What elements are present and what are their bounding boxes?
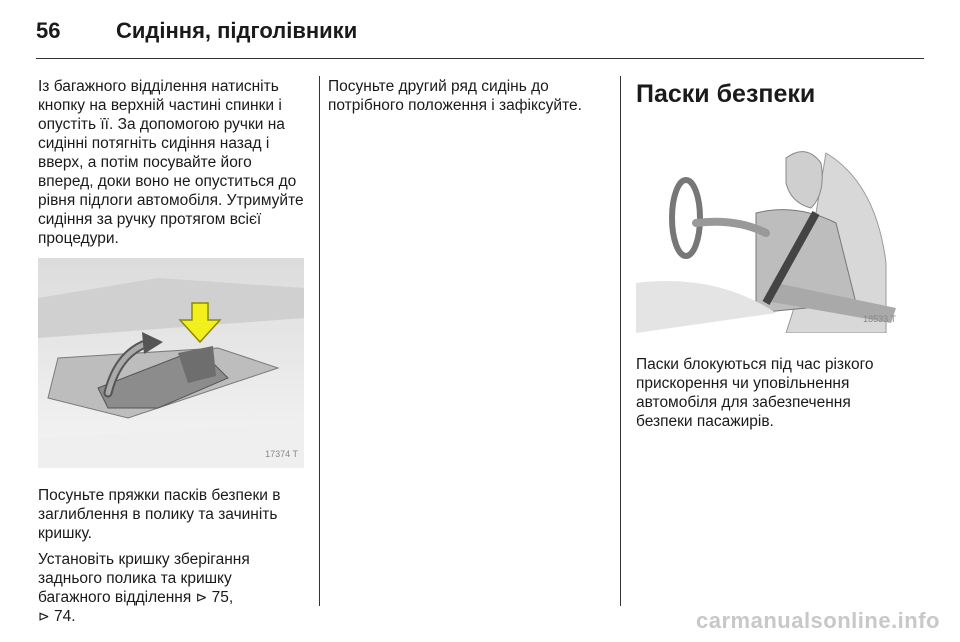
column-right: [636, 77, 904, 438]
body-paragraph: Паски блокуються під час різкого прискорення чи уповільнення автомобіля для забезпечення безпеки пасажирів.: [636, 356, 874, 430]
column-middle: [328, 77, 608, 122]
page-title: Сидіння, підголівники: [116, 18, 358, 43]
page-reference[interactable]: 75,: [211, 589, 234, 606]
seat-latch-illustration: [38, 258, 304, 468]
reference-arrow-icon: ⊳: [195, 589, 208, 605]
column-left: [38, 77, 308, 633]
instruction-paragraph: Посуньте пряжки пасків безпеки в заглиблення в полику та зачиніть кришку.: [38, 487, 281, 542]
instruction-paragraph: Із багажного відділення натисніть кнопку на верхній частині спинки і опустіть її. За допомогою ручки на сидінні потягніть сидіння назад і вверх, а потім посувайте його вперед, доки воно не опуститься до рівня підлоги автомобіля. Утримуйте сидіння за ручку протягом всієї процедури.: [38, 78, 304, 247]
instruction-text: Установіть кришку зберігання заднього полика та кришку багажного відділення: [38, 551, 250, 606]
figure-code: 18533 T: [863, 314, 896, 324]
section-title: Паски безпеки: [636, 80, 816, 108]
page-number: 56: [36, 18, 61, 43]
column-divider-1: [319, 76, 320, 606]
seat-latch-drawing: [38, 258, 304, 468]
header-divider: [36, 58, 924, 59]
figure-code: 17374 T: [265, 449, 298, 459]
column-divider-2: [620, 76, 621, 606]
instruction-paragraph-with-refs: [38, 550, 308, 626]
reference-arrow-icon: ⊳: [38, 608, 50, 624]
seatbelt-illustration: [636, 123, 902, 333]
page-reference[interactable]: 74.: [54, 608, 76, 625]
watermark: carmanualsonline.info: [696, 608, 940, 633]
driver-seatbelt-drawing: [636, 123, 902, 333]
instruction-paragraph: Посуньте другий ряд сидінь до потрібного положення і зафіксуйте.: [328, 78, 582, 114]
